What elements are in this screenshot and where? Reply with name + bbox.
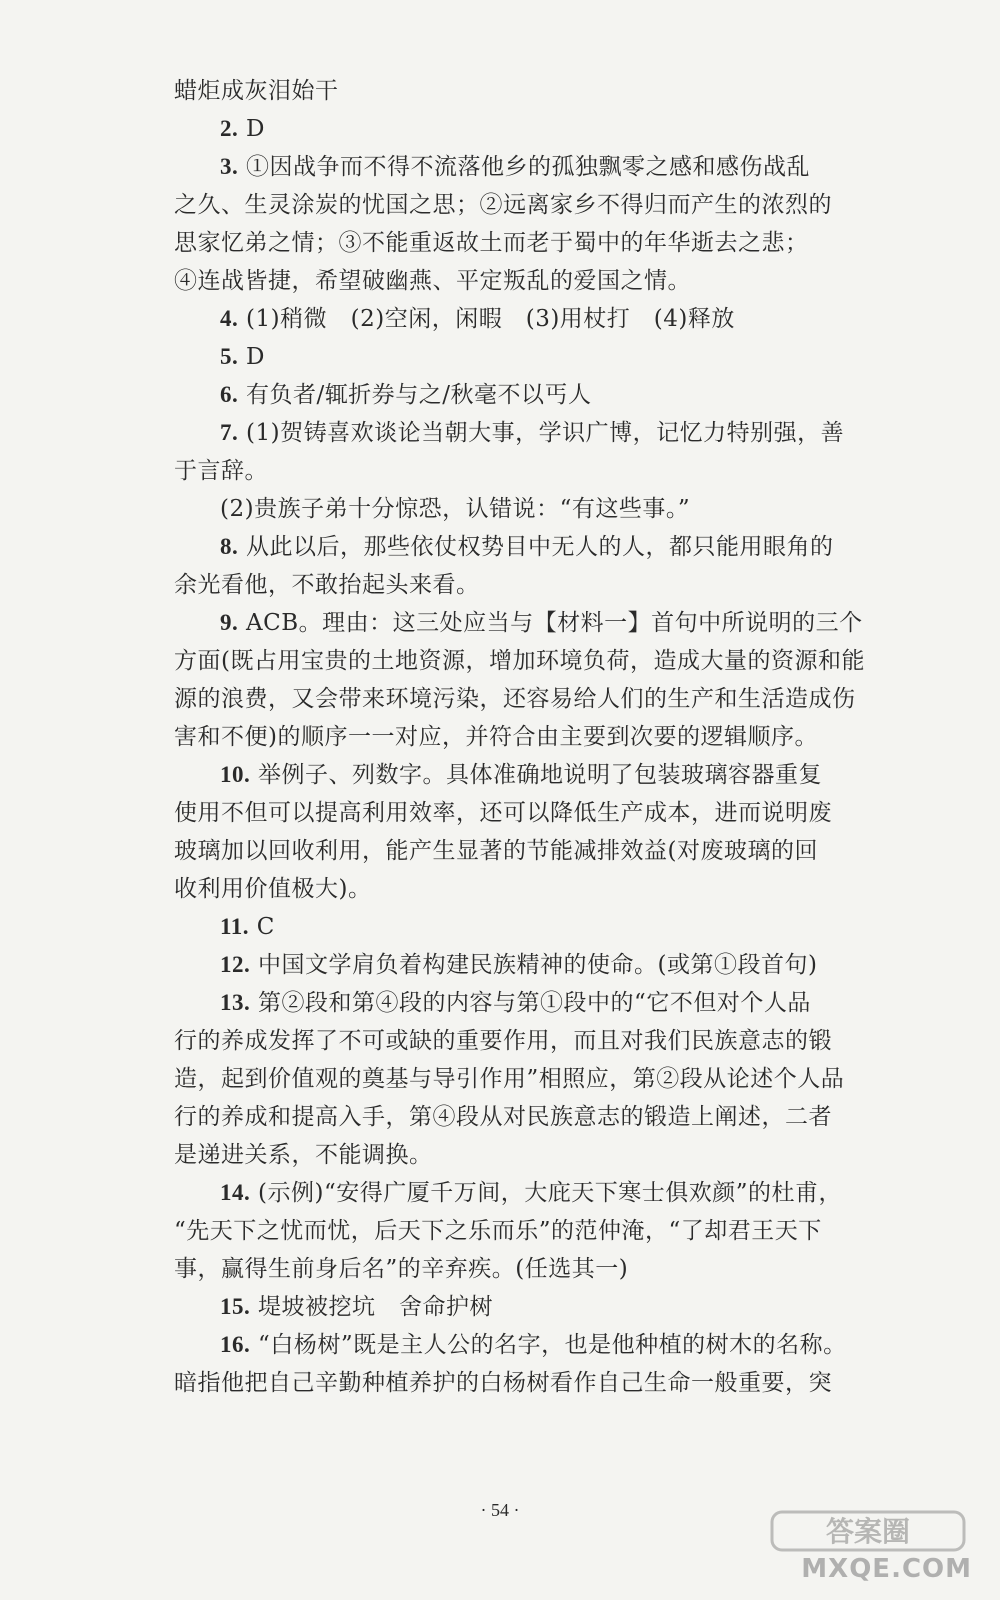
text-line: [174, 680, 856, 718]
question-number: 3.: [220, 154, 239, 179]
text-line: [174, 870, 834, 908]
text-line: [174, 300, 834, 338]
text-line: [174, 1288, 834, 1326]
text-line: [174, 1060, 845, 1098]
answer-text: 蜡炬成灰泪始干: [174, 78, 339, 104]
text-line: [174, 1098, 834, 1136]
text-line: [174, 984, 834, 1022]
question-number: 2.: [220, 116, 239, 141]
answer-text: 收利用价值极大)。: [174, 876, 372, 902]
answer-text: D: [238, 344, 266, 370]
question-number: 6.: [220, 382, 239, 407]
answer-text: 方面(既占用宝贵的土地资源，增加环境负荷，造成大量的资源和能: [174, 648, 865, 674]
answer-text: 造，起到价值观的奠基与导引作用”相照应，第②段从论述个人品: [174, 1066, 845, 1092]
text-line: [174, 756, 834, 794]
text-line: [174, 452, 834, 490]
text-line: [174, 262, 834, 300]
text-line: [174, 908, 834, 946]
answer-text: 源的浪费，又会带来环境污染，还容易给人们的生产和生活造成伤: [174, 686, 856, 712]
answer-text: 暗指他把自己辛勤种植养护的白杨树看作自己生命一般重要，突: [174, 1370, 832, 1396]
question-number: 7.: [220, 420, 239, 445]
answer-text: 使用不但可以提高利用效率，还可以降低生产成本，进而说明废: [174, 800, 832, 826]
answer-text: 害和不便)的顺序一一对应，并符合由主要到次要的逻辑顺序。: [174, 724, 818, 750]
answer-text: ①因战争而不得不流落他乡的孤独飘零之感和感伤战乱: [238, 154, 811, 180]
text-line: [174, 1136, 834, 1174]
answer-text: (示例)“安得广厦千万间，大庇天下寒士俱欢颜”的杜甫，: [250, 1180, 843, 1206]
answer-text: C: [248, 914, 275, 940]
text-line: [174, 832, 834, 870]
answer-text: D: [238, 116, 266, 142]
question-number: 11.: [220, 914, 249, 939]
text-line: [174, 72, 834, 110]
question-number: 10.: [220, 762, 251, 787]
answer-text: 堤坡被挖坑 舍命护树: [250, 1294, 494, 1320]
answer-text: 事，赢得生前身后名”的辛弃疾。(任选其一): [174, 1256, 629, 1282]
page-number: · 54 ·: [480, 1500, 520, 1520]
question-number: 12.: [220, 952, 251, 977]
text-line: [174, 376, 834, 414]
text-line: [174, 1212, 834, 1250]
text-line: [174, 718, 834, 756]
text-line: [174, 224, 834, 262]
text-line: [174, 414, 845, 452]
text-line: [174, 338, 834, 376]
question-number: 13.: [220, 990, 251, 1015]
answer-text: (1)稍微 (2)空闲，闲暇 (3)用杖打 (4)释放: [238, 306, 735, 332]
answer-text: 有负者/辄折券与之/秋毫不以丐人: [238, 382, 592, 408]
watermark-logo-text: 答案圈: [825, 1515, 911, 1548]
answer-text: 第②段和第④段的内容与第①段中的“它不但对个人品: [250, 990, 811, 1016]
text-line: [174, 1174, 843, 1212]
answer-text: (2)贵族子弟十分惊恐，认错说：“有这些事。”: [220, 496, 691, 522]
question-number: 9.: [220, 610, 239, 635]
answer-text: “白杨树”既是主人公的名字，也是他种植的树木的名称。: [250, 1332, 847, 1358]
question-number: 16.: [220, 1332, 251, 1357]
text-line: [174, 604, 863, 642]
text-line: [174, 566, 834, 604]
text-line: [174, 1326, 847, 1364]
text-line: [174, 794, 834, 832]
text-line: [174, 946, 834, 984]
question-number: 4.: [220, 306, 239, 331]
answer-text: 思家忆弟之情；③不能重返故土而老于蜀中的年华逝去之悲；: [174, 230, 809, 256]
text-line: [174, 148, 834, 186]
answer-text: 从此以后，那些依仗权势目中无人的人，都只能用眼角的: [238, 534, 834, 560]
text-line: [174, 528, 834, 566]
text-line: [174, 110, 834, 148]
text-line: [174, 490, 834, 528]
text-line: [174, 1364, 834, 1402]
text-line: [174, 1022, 834, 1060]
answer-text: 玻璃加以回收利用，能产生显著的节能减排效益(对废玻璃的回: [174, 838, 818, 864]
text-line: [174, 642, 865, 680]
site-watermark: [762, 1508, 972, 1586]
question-number: 15.: [220, 1294, 251, 1319]
answer-text: “先天下之忧而忧，后天下之乐而乐”的范仲淹，“了却君王天下: [174, 1218, 822, 1244]
answer-text-body: [174, 72, 865, 1402]
answer-text: ACB。理由：这三处应当与【材料一】首句中所说明的三个: [238, 610, 863, 636]
watermark-logo: [770, 1508, 966, 1552]
answer-text: 是递进关系，不能调换。: [174, 1142, 433, 1168]
answer-text: ④连战皆捷，希望破幽燕、平定叛乱的爱国之情。: [174, 268, 691, 294]
answer-text: (1)贺铸喜欢谈论当朝大事，学识广博，记忆力特别强，善: [238, 420, 845, 446]
question-number: 5.: [220, 344, 239, 369]
answer-text: 举例子、列数字。具体准确地说明了包装玻璃容器重复: [250, 762, 823, 788]
question-number: 14.: [220, 1180, 251, 1205]
answer-text: 于言辞。: [174, 458, 268, 484]
question-number: 8.: [220, 534, 239, 559]
answer-text: 余光看他，不敢抬起头来看。: [174, 572, 480, 598]
watermark-site-text: MXQE.COM: [801, 1554, 972, 1584]
answer-text: 之久、生灵涂炭的忧国之思；②远离家乡不得归而产生的浓烈的: [174, 192, 832, 218]
text-line: [174, 1250, 834, 1288]
answer-text: 行的养成发挥了不可或缺的重要作用，而且对我们民族意志的锻: [174, 1028, 832, 1054]
answer-text: 行的养成和提高入手，第④段从对民族意志的锻造上阐述，二者: [174, 1104, 832, 1130]
answer-text: 中国文学肩负着构建民族精神的使命。(或第①段首句): [250, 952, 818, 978]
text-line: [174, 186, 834, 224]
